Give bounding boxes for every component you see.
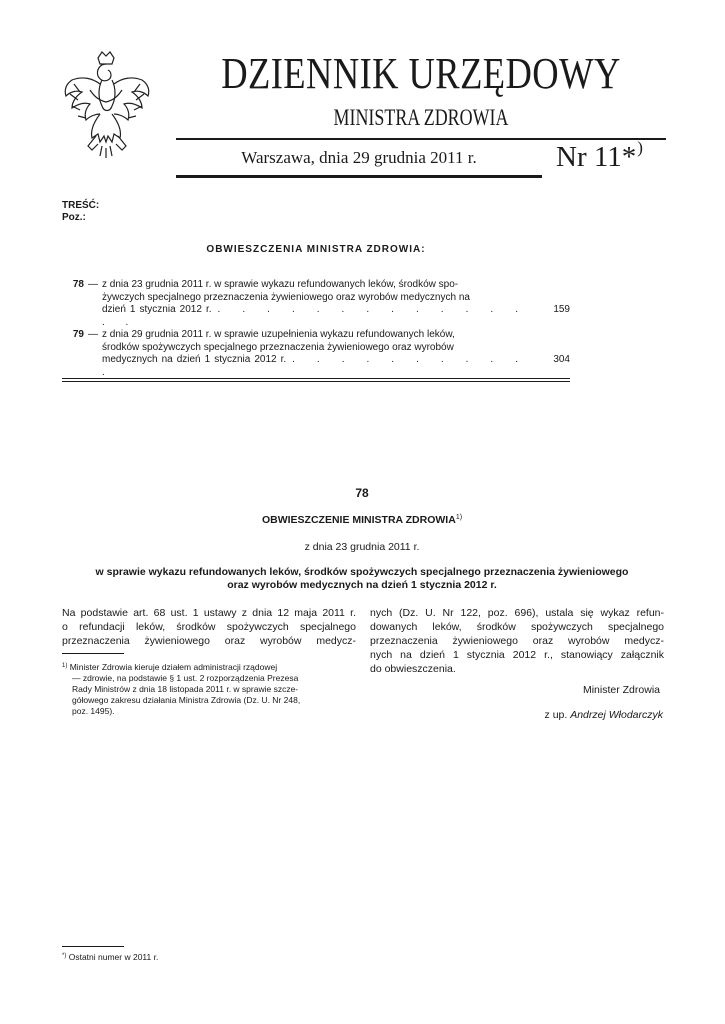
body-text-right-column [370,606,664,676]
document-number: 78 [355,486,369,500]
footer-footnote-marker: *) [62,953,67,959]
footnote-line: Rady Ministrów z dnia 18 listopada 2011 r. w sprawie szcze- [72,684,299,694]
body-line: Na podstawie art. 68 ust. 1 ustawy z dnia 12 maja 2011 r. [62,607,356,619]
contents-section-heading: OBWIESZCZENIA MINISTRA ZDROWIA: [206,244,426,255]
signatory-name: Andrzej Włodarczyk [570,709,663,721]
toc-entry-line: z dnia 29 grudnia 2011 r. w sprawie uzupełnienia wykazu refundowanych leków, [102,329,455,340]
footnote-line: poz. 1495). [72,706,115,716]
issue-number-text: Nr 11* [556,141,637,173]
contents-end-rule [62,381,570,382]
body-line: przeznaczenia żywieniowego oraz wyrobów medycz- [62,635,356,647]
body-line: nych na dzień 1 stycznia 2012 r., stanowiący załącznik [370,649,664,661]
toc-entry-line [102,304,527,329]
body-line: nych (Dz. U. Nr 122, poz. 696), ustala się wykaz refun- [370,607,664,619]
toc-entry-line-text: medycznych na dzień 1 stycznia 2012 r. [102,354,287,365]
issue-number [556,138,643,174]
toc-entry-page: 159 [553,304,570,315]
toc-entry-text [102,329,527,379]
body-line: do obwieszczenia. [370,663,456,675]
toc-entry-line: żywczych specjalnego przeznaczenia żywieniowego oraz wyrobów medycznych na [102,291,470,303]
issue-footnote-marker: ) [637,138,643,157]
document-subject-line: w sprawie wykazu refundowanych leków, środków spożywczych specjalnego przeznaczenia żywieniowego [95,566,629,578]
body-line: o refundacji leków, środków spożywczych specjalnego [62,621,356,633]
footnote-divider [62,653,124,654]
toc-entry-page: 304 [553,354,570,365]
toc-entry-text [102,279,527,329]
signature-prefix: z up. [544,709,568,721]
toc-entry[interactable] [62,329,570,378]
journal-subtitle: MINISTRA ZDROWIA [333,105,509,130]
footnote-marker: 1) [62,663,68,669]
footnote-1 [62,661,356,717]
body-line: przeznaczenia żywieniowego oraz wyrobów medycz- [370,635,664,647]
footnote-line-text: Minister Zdrowia kieruje działem administracji rządowej [69,662,278,672]
toc-entry[interactable] [62,279,570,328]
signature-role: Minister Zdrowia [582,684,660,696]
toc-entry-line: z dnia 23 grudnia 2011 r. w sprawie wykazu refundowanych leków, środków spo- [102,279,459,290]
footnote-line [62,661,356,673]
contents-label: TREŚĆ: [62,200,100,211]
body-line: dowanych leków, środków spożywczych specjalnego [370,621,664,633]
toc-entry-dash: — [88,329,98,340]
toc-entry-number: 78 [72,279,84,290]
toc-entry-line-text: dzień 1 stycznia 2012 r. [102,304,212,315]
toc-leader-dots: . . . . . . . . . . . . . . . [102,304,527,328]
toc-entry-number: 79 [72,329,84,340]
document-title-text: OBWIESZCZENIE MINISTRA ZDROWIA [261,514,456,526]
contents-label-block [62,200,99,224]
toc-entry-line [102,354,527,379]
footnote-line: gółowego zakresu działania Ministra Zdrowia (Dz. U. Nr 248, [72,695,301,705]
document-date: z dnia 23 grudnia 2011 r. [304,541,420,553]
body-text-left-column [62,606,356,648]
footnote-line: — zdrowie, na podstawie § 1 ust. 2 rozporządzenia Prezesa [72,673,299,683]
footer-footnote [62,952,158,962]
document-subject [62,566,662,592]
masthead-thick-divider [176,175,542,178]
footer-footnote-divider [62,946,124,947]
polish-eagle-emblem-icon [60,50,152,162]
footer-footnote-text: Ostatni numer w 2011 r. [68,952,159,962]
document-subject-line: oraz wyrobów medycznych na dzień 1 stycznia 2012 r. [227,579,497,591]
toc-entry-line: środków spożywczych specjalnego przeznaczenia żywieniowego oraz wyrobów [102,341,454,353]
toc-entry-dash: — [88,279,98,290]
journal-title: DZIENNIK URZĘDOWY [221,49,621,98]
document-title [62,514,662,526]
toc-leader-dots: . . . . . . . . . . . [102,354,527,378]
contents-end-rule [62,378,570,379]
publication-place-date: Warszawa, dnia 29 grudnia 2011 r. [241,148,477,167]
position-label: Poz.: [62,212,86,223]
footnote-ref-1: 1) [455,514,463,521]
signature [460,709,663,721]
